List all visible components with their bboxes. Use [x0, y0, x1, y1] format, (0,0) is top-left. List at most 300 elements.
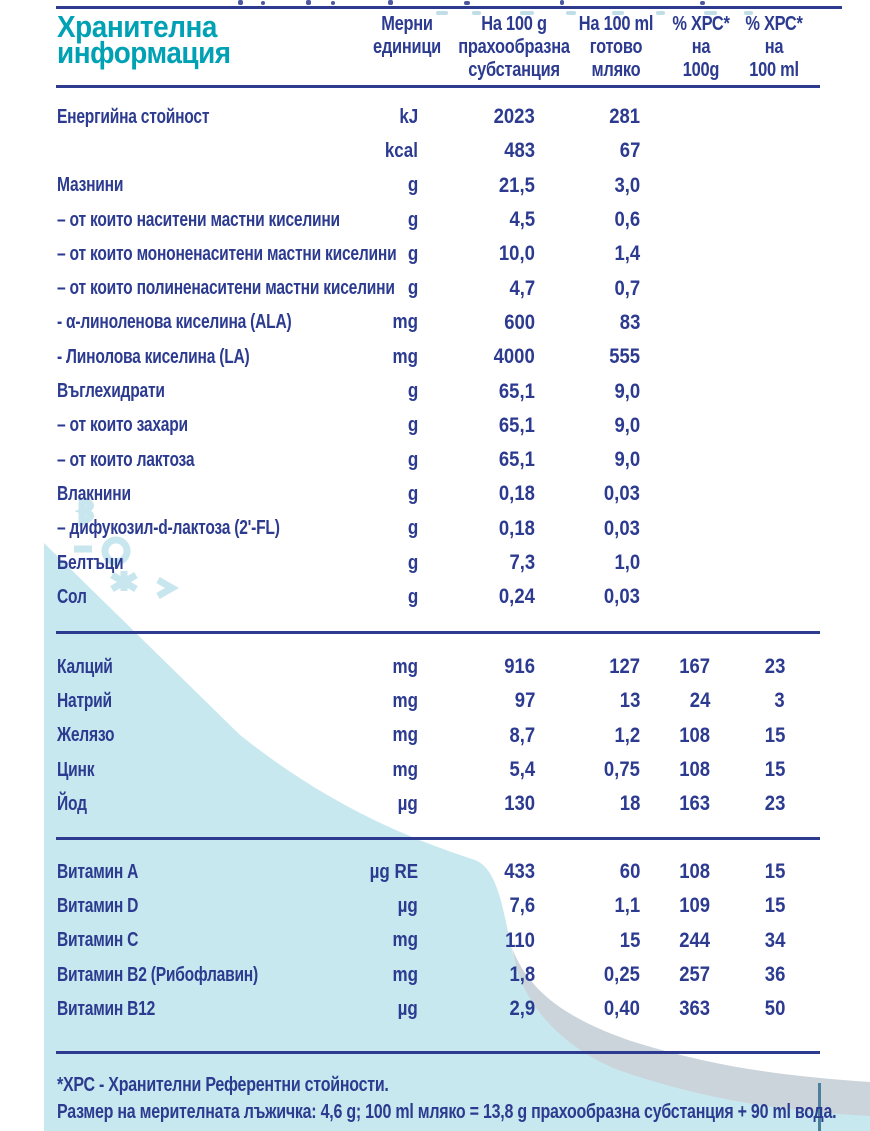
cell-per-100g-text: 8,7 — [509, 723, 535, 747]
cell-per-100ml — [535, 894, 640, 918]
cell-per-100g — [418, 758, 535, 782]
cell-nrv-100g — [640, 211, 710, 229]
cell-per-100g-text: 7,6 — [509, 894, 535, 918]
table-row — [0, 924, 870, 958]
cell-label — [57, 311, 338, 334]
cell-nrv-100ml — [710, 451, 785, 469]
column-header-line: 100 ml — [749, 59, 799, 81]
cell-label-text: Витамин C — [57, 929, 139, 952]
column-header-line: Мерни — [381, 13, 433, 35]
cell-unit-text: g — [407, 174, 418, 197]
cell-label-text: Витамин B12 — [57, 997, 156, 1020]
cell-unit-text: g — [407, 414, 418, 437]
cell-per-100ml — [535, 655, 640, 679]
cell-nrv-100ml — [710, 997, 785, 1021]
column-header-line: субстанция — [468, 59, 560, 81]
cell-nrv-100g — [640, 108, 710, 126]
table-row — [0, 787, 870, 821]
column-header-line: На 100 g — [481, 13, 547, 35]
cell-label — [57, 142, 338, 160]
cell-per-100ml-text: 13 — [619, 689, 640, 713]
column-header-line: готово — [589, 36, 643, 58]
cell-nrv-100g — [640, 245, 710, 263]
cell-per-100g-text: 21,5 — [499, 173, 535, 197]
cell-per-100ml-text: 1,4 — [614, 242, 640, 266]
cell-nrv-100g-text: 108 — [679, 860, 710, 884]
cell-per-100ml — [535, 551, 640, 575]
cell-nrv-100g-text: 167 — [679, 655, 710, 679]
cell-label — [57, 414, 338, 437]
cell-unit-text: µg RE — [369, 860, 418, 883]
cell-per-100ml-text: 555 — [609, 345, 640, 369]
cell-label-text: Йод — [57, 792, 87, 815]
page-title-line2: информация — [57, 35, 231, 70]
cell-unit — [338, 174, 418, 197]
cell-label-text: – от които лактоза — [57, 448, 195, 471]
table-row — [0, 134, 870, 168]
cell-per-100g-text: 1,8 — [509, 963, 535, 987]
cell-unit-text: g — [407, 208, 418, 231]
cell-per-100g-text: 0,24 — [499, 585, 535, 609]
cell-nrv-100g — [640, 997, 710, 1021]
cell-unit-text: mg — [392, 345, 418, 368]
cell-nrv-100g — [640, 485, 710, 503]
cell-per-100ml-text: 0,40 — [604, 997, 640, 1021]
column-header-line: единици — [372, 36, 442, 58]
cell-nrv-100ml — [710, 485, 785, 503]
cell-unit-text: g — [407, 242, 418, 265]
cell-per-100g-text: 97 — [514, 689, 535, 713]
cell-per-100ml-text: 0,7 — [614, 276, 640, 300]
cell-unit-text: g — [407, 585, 418, 608]
cell-per-100g — [418, 482, 535, 506]
cell-per-100g — [418, 997, 535, 1021]
cell-per-100ml — [535, 517, 640, 541]
cell-per-100ml-text: 0,6 — [614, 208, 640, 232]
cell-unit — [338, 656, 418, 679]
cell-nrv-100g — [640, 792, 710, 816]
cell-label — [57, 106, 338, 129]
cell-per-100g-text: 4,7 — [509, 276, 535, 300]
cell-per-100ml-text: 1,2 — [614, 723, 640, 747]
cell-nrv-100g — [640, 758, 710, 782]
cell-per-100g-text: 110 — [505, 928, 535, 952]
cell-unit-text: mg — [392, 758, 418, 781]
cell-nrv-100g — [640, 689, 710, 713]
cell-unit — [338, 449, 418, 472]
cell-label — [57, 690, 338, 713]
cell-per-100ml-text: 15 — [619, 928, 640, 952]
cell-unit — [338, 759, 418, 782]
cell-nrv-100g — [640, 929, 710, 953]
table-row — [0, 855, 870, 889]
header-divider — [56, 85, 820, 88]
cell-per-100g-text: 483 — [504, 139, 535, 163]
cell-unit — [338, 964, 418, 987]
cell-unit-text: mg — [392, 655, 418, 678]
column-header-line: на — [764, 36, 784, 58]
table-row — [0, 992, 870, 1026]
cell-nrv-100g — [640, 383, 710, 401]
cell-per-100ml-text: 127 — [609, 655, 640, 679]
cell-nrv-100ml — [710, 177, 785, 195]
cell-per-100ml-text: 9,0 — [614, 448, 640, 472]
cell-unit — [338, 414, 418, 437]
cell-nrv-100g-text: 257 — [679, 963, 710, 987]
cell-label — [57, 552, 338, 575]
cell-per-100ml — [535, 758, 640, 782]
cell-label — [57, 380, 338, 403]
cell-per-100g — [418, 345, 535, 369]
cell-nrv-100g-text: 244 — [679, 928, 710, 952]
cell-nrv-100g — [640, 348, 710, 366]
cell-per-100ml — [535, 448, 640, 472]
cell-per-100ml-text: 3,0 — [614, 173, 640, 197]
column-header-line: % ХРС* — [672, 13, 730, 35]
table-row — [0, 443, 870, 477]
cell-nrv-100ml — [710, 963, 785, 987]
cell-label-text: Сол — [57, 585, 87, 608]
cell-per-100ml — [535, 482, 640, 506]
cell-nrv-100g-text: 109 — [679, 894, 710, 918]
cell-nrv-100ml-text: 15 — [764, 758, 785, 782]
table-row — [0, 340, 870, 374]
cell-per-100g — [418, 585, 535, 609]
cell-per-100ml-text: 1,0 — [614, 551, 640, 574]
cell-unit — [338, 998, 418, 1021]
table-row — [0, 477, 870, 511]
cell-nrv-100g — [640, 588, 710, 606]
cell-unit-text: g — [407, 380, 418, 403]
cell-unit-text: mg — [392, 724, 418, 747]
cell-label — [57, 656, 338, 679]
cell-label — [57, 759, 338, 782]
cell-per-100g — [418, 448, 535, 472]
section-vitamins — [0, 855, 870, 1026]
table-row — [0, 306, 870, 340]
cell-nrv-100ml-text: 3 — [774, 689, 785, 713]
cell-per-100ml-text: 0,03 — [604, 482, 640, 506]
cell-per-100g — [418, 414, 535, 438]
table-row — [0, 169, 870, 203]
cell-per-100g — [418, 655, 535, 679]
cell-nrv-100ml — [710, 211, 785, 229]
table-row — [0, 203, 870, 237]
cell-per-100ml — [535, 963, 640, 987]
cell-nrv-100ml — [710, 689, 785, 713]
cell-nrv-100g — [640, 860, 710, 884]
cell-per-100g — [418, 860, 535, 884]
cell-per-100g-text: 0,18 — [499, 482, 535, 506]
cell-nrv-100ml-text: 15 — [764, 894, 785, 918]
cell-unit-text: µg — [397, 792, 418, 815]
cell-label — [57, 517, 338, 540]
cell-nrv-100ml-text: 23 — [764, 655, 785, 679]
cell-nrv-100ml — [710, 280, 785, 298]
cell-per-100g-text: 65,1 — [499, 379, 535, 403]
cell-label-text: Витамин D — [57, 894, 139, 917]
table-row — [0, 271, 870, 305]
cell-per-100ml-text: 0,75 — [604, 758, 640, 782]
cell-unit — [338, 483, 418, 506]
cell-label — [57, 895, 338, 918]
cell-unit-text: mg — [392, 929, 418, 952]
cell-label-text: Енергийна стойност — [57, 105, 210, 128]
cell-nrv-100ml — [710, 655, 785, 679]
cell-unit — [338, 895, 418, 918]
cell-nrv-100g — [640, 963, 710, 987]
column-header-line: на — [691, 36, 711, 58]
cell-label — [57, 346, 338, 369]
cell-nrv-100ml-text: 15 — [764, 860, 785, 884]
cell-per-100ml-text: 1,1 — [614, 894, 640, 918]
cell-per-100g-text: 916 — [504, 655, 535, 679]
cell-per-100g-text: 5,4 — [509, 758, 535, 782]
cell-unit — [338, 380, 418, 403]
cell-nrv-100ml — [710, 894, 785, 918]
cell-unit-text: mg — [392, 963, 418, 986]
cell-label — [57, 174, 338, 197]
cell-nrv-100ml — [710, 758, 785, 782]
cell-per-100g-text: 600 — [504, 310, 535, 334]
cell-label-text: – от които полиненаситени мастни киселини — [57, 277, 395, 300]
cell-label-text: Калций — [57, 655, 113, 678]
cell-label-text: Влакнини — [57, 482, 131, 505]
cell-unit — [338, 517, 418, 540]
cell-nrv-100ml-text: 36 — [764, 963, 785, 987]
cell-nrv-100ml — [710, 860, 785, 884]
cell-per-100ml-text: 60 — [619, 860, 640, 884]
cell-per-100ml — [535, 860, 640, 884]
cell-per-100g — [418, 174, 535, 198]
cell-nrv-100g — [640, 142, 710, 160]
cell-label — [57, 483, 338, 506]
cell-per-100g — [418, 242, 535, 266]
cell-per-100ml-text: 0,25 — [604, 963, 640, 987]
cell-per-100ml — [535, 929, 640, 953]
footer-divider — [56, 1051, 820, 1054]
cell-label-text: – от които мононенаситени мастни киселини — [57, 242, 397, 265]
cell-unit — [338, 861, 418, 884]
cell-per-100g-text: 2023 — [493, 105, 535, 129]
cell-per-100g-text: 2,9 — [509, 997, 535, 1021]
cell-nrv-100g — [640, 280, 710, 298]
cell-per-100ml — [535, 689, 640, 713]
cell-nrv-100g-text: 24 — [689, 689, 710, 713]
cell-per-100g — [418, 311, 535, 335]
cell-label-text: – от които наситени мастни киселини — [57, 208, 340, 231]
cell-nrv-100g-text: 363 — [679, 997, 710, 1021]
cell-label-text: - Линолова киселина (LA) — [57, 345, 250, 368]
cell-label — [57, 861, 338, 884]
cell-nrv-100ml — [710, 348, 785, 366]
cell-label — [57, 998, 338, 1021]
cell-per-100g — [418, 551, 535, 575]
cell-unit-text: g — [407, 448, 418, 471]
cell-unit — [338, 346, 418, 369]
table-row — [0, 237, 870, 271]
cell-per-100g-text: 7,3 — [509, 551, 535, 574]
cell-nrv-100g — [640, 417, 710, 435]
cell-nrv-100g-text: 163 — [679, 792, 710, 816]
table-row — [0, 889, 870, 923]
cell-per-100ml — [535, 242, 640, 266]
cell-nrv-100ml — [710, 724, 785, 748]
cell-label-text: – дифукозил-d-лактоза (2'-FL) — [57, 517, 280, 540]
cell-nrv-100ml — [710, 314, 785, 332]
cell-nrv-100ml — [710, 588, 785, 606]
cell-unit — [338, 586, 418, 609]
column-header-line: мляко — [591, 59, 641, 81]
cell-per-100g — [418, 139, 535, 163]
cell-per-100g — [418, 724, 535, 748]
cell-label-text: Витамин B2 (Рибофлавин) — [57, 963, 258, 986]
cell-per-100g — [418, 894, 535, 918]
cell-nrv-100ml — [710, 245, 785, 263]
cell-per-100g-text: 4000 — [493, 345, 535, 369]
cell-label — [57, 964, 338, 987]
cell-unit — [338, 724, 418, 747]
cell-unit — [338, 690, 418, 713]
cell-per-100ml — [535, 724, 640, 748]
cell-per-100g-text: 65,1 — [499, 413, 535, 437]
cell-per-100g-text: 10,0 — [499, 242, 535, 266]
cell-nrv-100ml — [710, 383, 785, 401]
table-row — [0, 719, 870, 753]
column-header-nrv-100ml — [696, 13, 852, 82]
cell-unit-text: g — [407, 551, 418, 574]
cell-nrv-100ml-text: 34 — [764, 928, 785, 952]
cell-per-100ml-text: 281 — [609, 105, 640, 129]
cell-nrv-100g — [640, 724, 710, 748]
cell-per-100ml — [535, 139, 640, 163]
cell-per-100g — [418, 208, 535, 232]
cell-nrv-100ml-text: 15 — [764, 723, 785, 747]
cell-unit-text: mg — [392, 311, 418, 334]
cell-per-100ml — [535, 208, 640, 232]
page-title-line1: Хранителна — [57, 9, 217, 44]
cell-per-100g — [418, 929, 535, 953]
cell-label-text: - α-линоленова киселина (ALA) — [57, 311, 292, 334]
cell-per-100g — [418, 277, 535, 301]
cell-per-100g — [418, 380, 535, 404]
cell-unit — [338, 929, 418, 952]
page-title — [57, 9, 231, 70]
section-minerals — [0, 650, 870, 821]
cell-label — [57, 793, 338, 816]
cell-nrv-100ml-text: 23 — [764, 792, 785, 816]
cell-nrv-100g — [640, 894, 710, 918]
table-row — [0, 546, 870, 580]
cell-unit-text: g — [407, 277, 418, 300]
cell-label — [57, 586, 338, 609]
footnote-scoop: Размер на мерителната лъжичка: 4,6 g; 100 ml мляко = 13,8 g прахообразна субстанция + 90 ml вода. — [57, 1101, 837, 1123]
cell-nrv-100g-text: 108 — [679, 758, 710, 782]
cell-unit — [338, 209, 418, 232]
cell-label-text: Белтъци — [57, 551, 124, 574]
cell-label-text: – от които захари — [57, 414, 188, 437]
cell-per-100ml-text: 0,03 — [604, 585, 640, 609]
cell-label — [57, 242, 397, 266]
cell-unit-text: µg — [397, 997, 418, 1020]
cell-per-100g — [418, 963, 535, 987]
cell-unit — [338, 311, 418, 334]
table-row — [0, 958, 870, 992]
cell-unit — [338, 552, 418, 575]
cell-unit-text: kcal — [384, 139, 418, 162]
cell-label-text: Желязо — [57, 724, 115, 747]
cell-label-text: Цинк — [57, 758, 95, 781]
cell-per-100g — [418, 517, 535, 541]
vitamins-divider — [56, 837, 820, 840]
column-header-line: прахообразна — [458, 36, 570, 58]
cell-per-100g — [418, 792, 535, 816]
cell-nrv-100ml — [710, 792, 785, 816]
footnote-nrv: *ХРС - Хранителни Референтни стойности. — [57, 1074, 389, 1096]
cell-unit-text: kJ — [399, 105, 418, 128]
cell-unit — [338, 793, 418, 816]
cell-per-100ml — [535, 792, 640, 816]
cell-nrv-100ml — [710, 520, 785, 538]
cell-unit-text: µg — [397, 894, 418, 917]
cell-nrv-100g-text: 108 — [679, 723, 710, 747]
cell-per-100g-text: 0,18 — [499, 516, 535, 540]
cell-label — [57, 449, 338, 472]
cell-per-100g — [418, 105, 535, 129]
cell-per-100ml-text: 9,0 — [614, 379, 640, 403]
table-row — [0, 374, 870, 408]
cell-per-100g-text: 65,1 — [499, 448, 535, 472]
cell-unit — [338, 106, 418, 129]
table-row — [0, 684, 870, 718]
cell-per-100g — [418, 689, 535, 713]
cell-label — [57, 929, 338, 952]
cell-unit-text: g — [407, 482, 418, 505]
cell-unit-text: mg — [392, 689, 418, 712]
table-row — [0, 512, 870, 546]
cell-label-text: Мазнини — [57, 174, 124, 197]
cell-per-100g-text: 433 — [504, 860, 535, 884]
cell-per-100g-text: 4,5 — [509, 208, 535, 232]
cell-nrv-100g — [640, 451, 710, 469]
column-header-line: 100g — [682, 59, 720, 81]
cell-label-text: Натрий — [57, 689, 112, 712]
cell-per-100ml-text: 83 — [619, 310, 640, 334]
cell-per-100ml — [535, 105, 640, 129]
cell-nrv-100ml — [710, 108, 785, 126]
cell-per-100ml — [535, 277, 640, 301]
cell-per-100ml-text: 67 — [619, 139, 640, 163]
cell-unit-text: g — [407, 517, 418, 540]
cell-label-text: Витамин A — [57, 860, 139, 883]
cell-nrv-100ml — [710, 929, 785, 953]
cell-nrv-100g — [640, 177, 710, 195]
cell-label — [57, 209, 338, 232]
cell-per-100ml — [535, 997, 640, 1021]
column-header-line: % ХРС* — [745, 13, 803, 35]
cell-nrv-100g — [640, 520, 710, 538]
cell-nrv-100g — [640, 554, 710, 572]
cell-per-100ml-text: 0,03 — [604, 516, 640, 540]
cell-label-text: Въглехидрати — [57, 380, 165, 403]
table-row — [0, 753, 870, 787]
table-row — [0, 650, 870, 684]
section-macronutrients — [0, 100, 870, 614]
cell-per-100ml — [535, 380, 640, 404]
cell-nrv-100ml — [710, 554, 785, 572]
cell-per-100ml — [535, 311, 640, 335]
cell-unit — [338, 140, 418, 163]
